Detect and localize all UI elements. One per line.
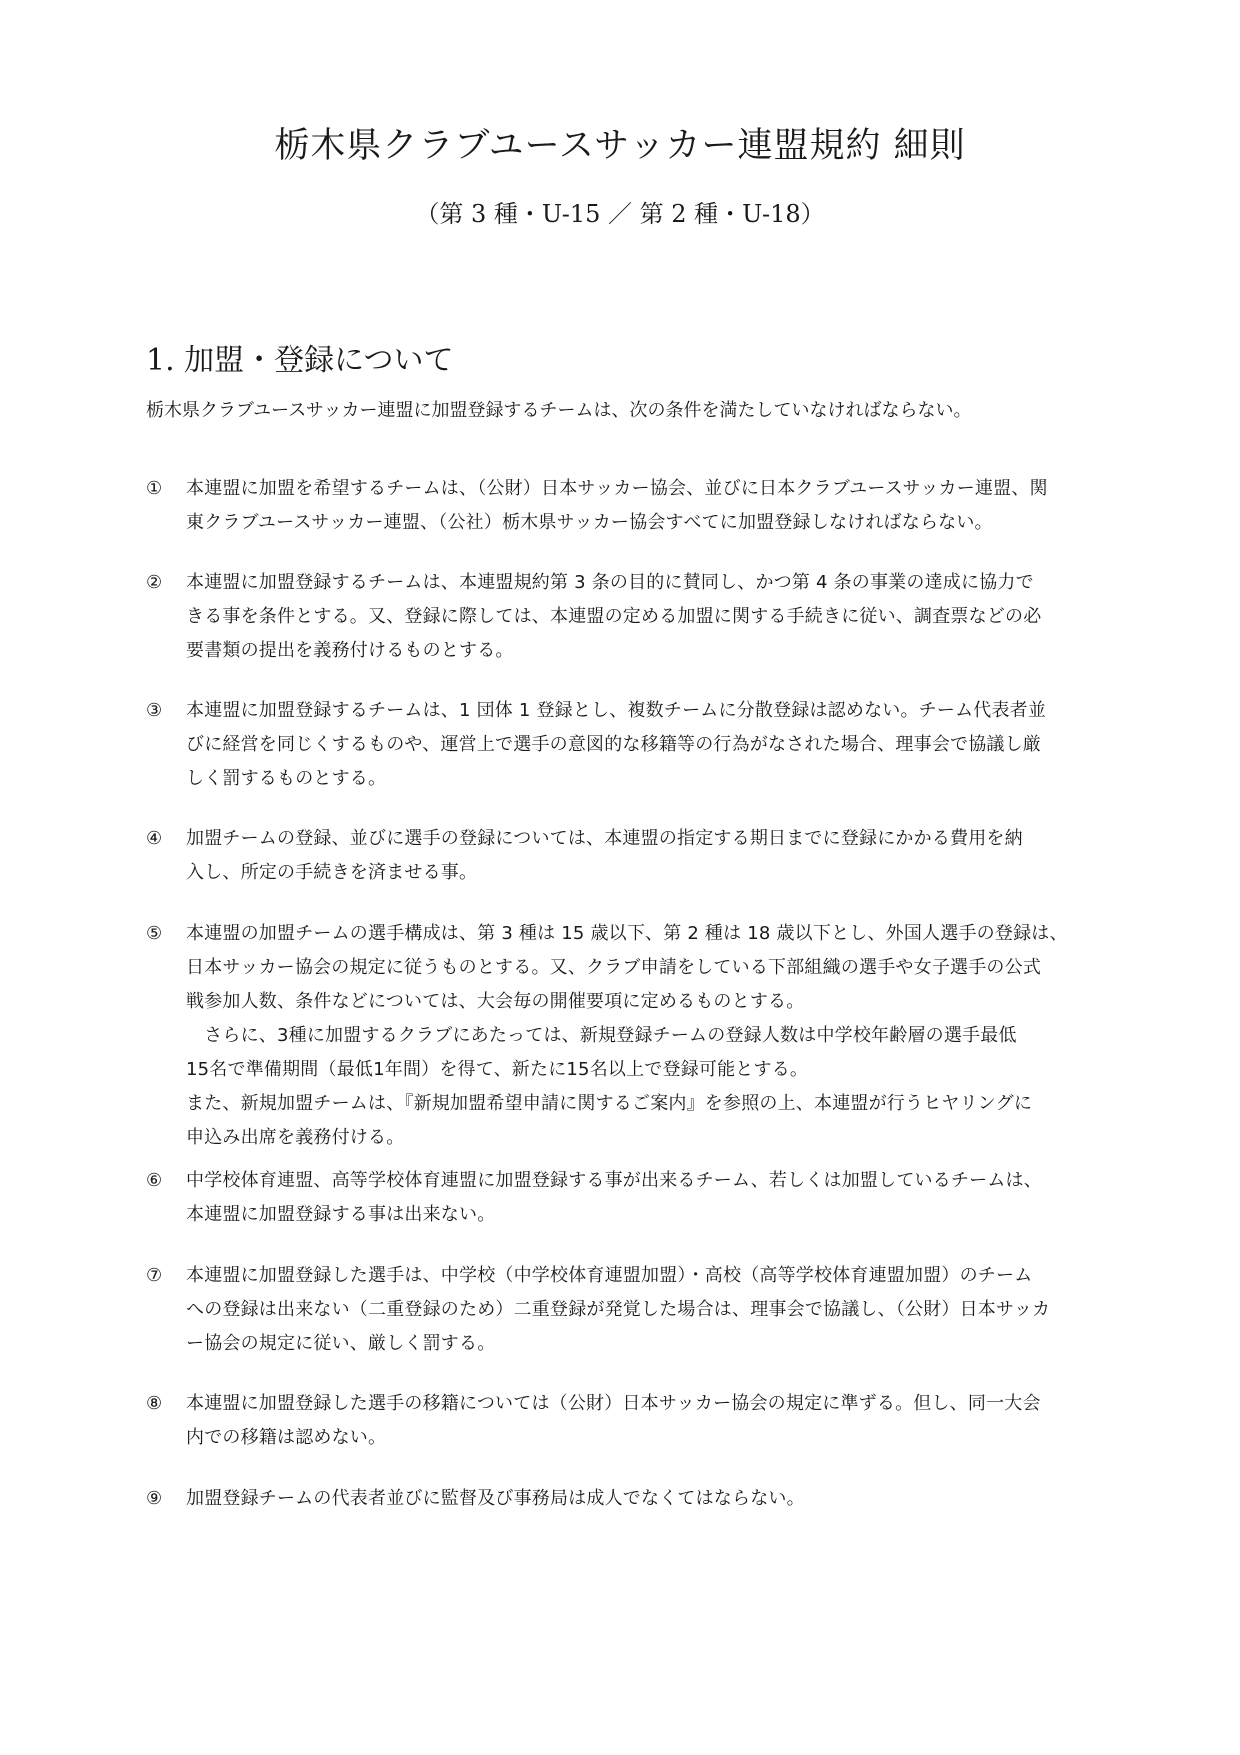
section-heading: 1. 加盟・登録について (146, 343, 454, 378)
rule-text (186, 1387, 1146, 1455)
rule-number: ⑧ (146, 1393, 163, 1414)
rule-text (186, 472, 1146, 540)
rule-text-line: 本連盟の加盟チームの選手構成は、第 3 種は 15 歳以下、第 2 種は 18 歳以下とし、外国人選手の登録は、 (186, 923, 1068, 944)
rule-number: ③ (146, 700, 163, 721)
rule-text-line: しく罰するものとする。 (186, 768, 387, 789)
rule-text (186, 1482, 1146, 1516)
rule-number: ⑤ (146, 923, 163, 944)
rule-text-line: きる事を条件とする。又、登録に際しては、本連盟の定める加盟に関する手続きに従い、調査票などの必 (186, 606, 1042, 627)
rule-text-line: 加盟チームの登録、並びに選手の登録については、本連盟の指定する期日までに登録にかかる費用を納 (186, 828, 1023, 849)
rule-text-line: 入し、所定の手続きを済ませる事。 (186, 862, 478, 883)
rule-text-line: 本連盟に加盟を希望するチームは、（公財）日本サッカー協会、並びに日本クラブユースサッカー連盟、関 (186, 478, 1048, 499)
rule-text (186, 694, 1146, 796)
rule-text-line: 本連盟に加盟登録した選手は、中学校（中学校体育連盟加盟）・高校（高等学校体育連盟加盟）のチーム (186, 1265, 1033, 1286)
rule-text-line: 日本サッカー協会の規定に従うものとする。又、クラブ申請をしている下部組織の選手や女子選手の公式 (186, 957, 1042, 978)
rule-text-line: 本連盟に加盟登録するチームは、1 団体 1 登録とし、複数チームに分散登録は認めない。チーム代表者並 (186, 700, 1047, 721)
rule-number: ⑥ (146, 1170, 163, 1191)
rule-text-line: 本連盟に加盟登録した選手の移籍については（公財）日本サッカー協会の規定に準ずる。但し、同一大会 (186, 1393, 1041, 1414)
document-subtitle: （第 3 種・U-15 ／ 第 2 種・U-18） (415, 200, 825, 228)
rule-number: ② (146, 572, 163, 593)
rule-text-line: ー協会の規定に従い、厳しく罰する。 (186, 1333, 496, 1354)
rule-text-line: 戦参加人数、条件などについては、大会毎の開催要項に定めるものとする。 (186, 991, 805, 1012)
rule-text-line: 要書類の提出を義務付けるものとする。 (186, 640, 514, 661)
rule-number: ⑨ (146, 1488, 163, 1509)
rule-text-line: 申込み出席を義務付ける。 (186, 1127, 405, 1148)
rule-text (186, 566, 1146, 668)
rule-text (186, 1259, 1146, 1361)
rule-number: ① (146, 478, 163, 499)
rule-number: ⑦ (146, 1265, 163, 1286)
rule-text (186, 917, 1146, 1155)
rule-text-line: びに経営を同じくするものや、運営上で選手の意図的な移籍等の行為がなされた場合、理事会で協議し厳 (186, 734, 1042, 755)
rule-text-line: への登録は出来ない（二重登録のため）二重登録が発覚した場合は、理事会で協議し、（公財）日本サッカ (186, 1299, 1051, 1320)
document-title: 栃木県クラブユースサッカー連盟規約 細則 (274, 126, 966, 166)
rule-text (186, 822, 1146, 890)
rule-text-line: 加盟登録チームの代表者並びに監督及び事務局は成人でなくてはならない。 (186, 1488, 805, 1509)
rule-text-line: 内での移籍は認めない。 (186, 1427, 387, 1448)
intro-paragraph: 栃木県クラブユースサッカー連盟に加盟登録するチームは、次の条件を満たしていなければならない。 (146, 400, 972, 421)
rule-text-line: 東クラブユースサッカー連盟、（公社）栃木県サッカー協会すべてに加盟登録しなければならない。 (186, 512, 993, 533)
rule-text-line: 本連盟に加盟登録する事は出来ない。 (186, 1204, 496, 1225)
rule-text-line: 本連盟に加盟登録するチームは、本連盟規約第 3 条の目的に賛同し、かつ第 4 条の事業の達成に協力で (186, 572, 1034, 593)
rule-text-line: 中学校体育連盟、高等学校体育連盟に加盟登録する事が出来るチーム、若しくは加盟しているチームは、 (186, 1170, 1042, 1191)
rule-text-line: 15名で準備期間（最低1年間）を得て、新たに15名以上で登録可能とする。 (186, 1059, 809, 1080)
rule-text-line: さらに、3種に加盟するクラブにあたっては、新規登録チームの登録人数は中学校年齢層の選手最低 (186, 1025, 1017, 1046)
rule-text-line: また、新規加盟チームは、『新規加盟希望申請に関するご案内』を参照の上、本連盟が行うヒヤリングに (186, 1093, 1033, 1114)
rule-number: ④ (146, 828, 163, 849)
rule-text (186, 1164, 1146, 1232)
